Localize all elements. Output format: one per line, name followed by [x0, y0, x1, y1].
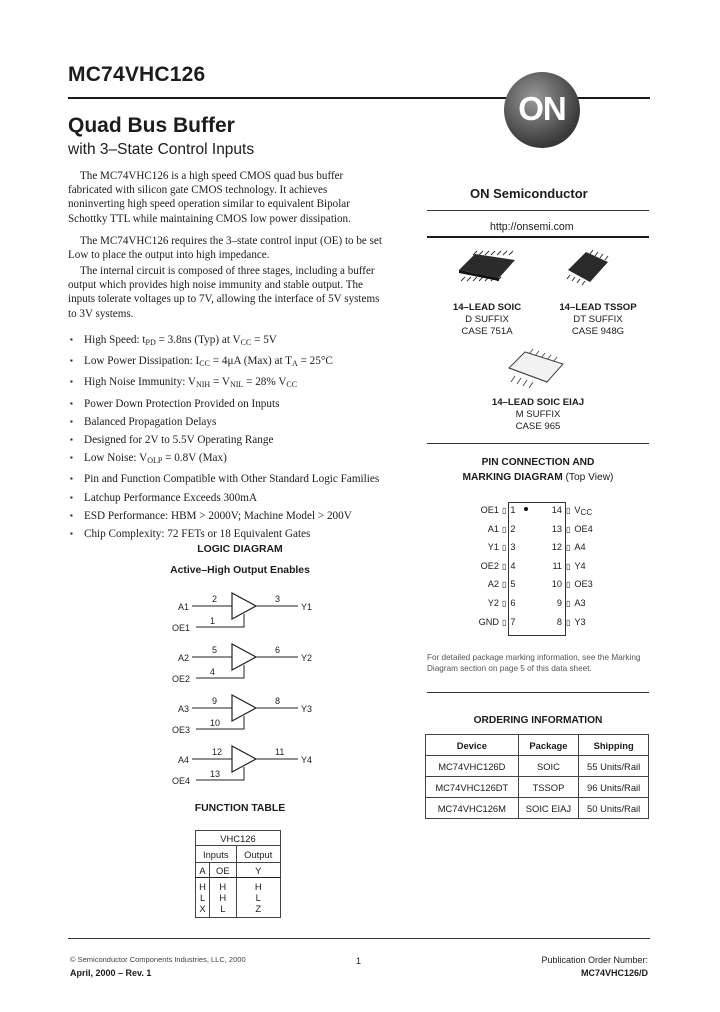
tssop-package-label [548, 302, 648, 339]
ordering-cell: MC74VHC126D [426, 756, 519, 777]
pin-number: 4 [510, 560, 516, 571]
pin-name: Y4 [574, 560, 586, 571]
gate-oe-pin: 13 [210, 769, 221, 779]
footer-rule [68, 938, 650, 939]
package-line: DT SUFFIX [573, 314, 623, 326]
pin-name: GND [478, 616, 499, 627]
gate-output-label: Y2 [301, 653, 313, 663]
feature-item: ▪ ESD Performance: HBM > 2000V; Machine Model > 200V [70, 507, 410, 525]
pin-right [546, 617, 606, 631]
ordering-cell: 96 Units/Rail [579, 777, 649, 798]
ft-device: VHC126 [196, 831, 281, 846]
pin-left [470, 505, 518, 519]
soic-package-icon [455, 248, 517, 288]
package-line: CASE 751A [461, 326, 513, 338]
gate-input-label: A4 [178, 755, 190, 765]
pin-name: OE4 [574, 523, 593, 534]
pin-name-sub: CC [580, 508, 593, 517]
note-rule [427, 692, 649, 693]
gate-oe-label: OE1 [172, 623, 191, 633]
text-line: The MC74VHC126 requires the 3–state control input (OE) to be set [80, 235, 382, 247]
ft-cell: L [210, 903, 236, 918]
feature-item: ▪ Low Noise: $V_{OLP} = 0.8V$ (Max) [70, 449, 410, 470]
pin-name: OE2 [480, 560, 499, 571]
soic-eiaj-package-icon [505, 348, 567, 390]
text-line: Schottky TTL while maintaining CMOS low power dissipation. [68, 212, 351, 225]
logic-diagram [160, 580, 330, 790]
ordering-cell: 55 Units/Rail [579, 756, 649, 777]
logo-text: ON [518, 90, 566, 127]
package-rule [427, 443, 649, 444]
gate-input-pin: 5 [212, 645, 218, 655]
feature-item: ▪ Power Down Protection Provided on Inputs [70, 395, 410, 413]
part-number: MC74VHC126 [68, 63, 206, 86]
pin-lead-icon: ▯ [502, 561, 507, 571]
pin-name: Y2 [487, 598, 499, 608]
pin-name: OE1 [480, 505, 499, 515]
text-line: The MC74VHC126 is a high speed CMOS quad bus buffer [80, 170, 344, 182]
text-line: noninverting high speed operation similar to equivalent Bipolar [68, 198, 350, 211]
main-title: Quad Bus Buffer [68, 114, 235, 137]
feature-list [70, 331, 410, 543]
table-row [426, 777, 649, 798]
pin-number: 13 [551, 523, 562, 534]
gate-oe-label: OE3 [172, 725, 191, 735]
pin-lead-icon: ▯ [566, 617, 571, 627]
pin-number: 11 [552, 560, 562, 571]
ordering-header: Device [426, 735, 519, 756]
pin-right [546, 542, 606, 556]
table-row [426, 756, 649, 777]
gate-oe-pin: 10 [210, 718, 221, 728]
pin-lead-icon: ▯ [566, 580, 571, 590]
ft-cell: H [196, 878, 210, 893]
package-line: D SUFFIX [465, 314, 509, 326]
package-line: 14–LEAD TSSOP [559, 302, 637, 313]
pin-name: OE3 [574, 579, 593, 590]
pin-number: 2 [510, 523, 516, 534]
pin-lead-icon: ▯ [566, 561, 571, 571]
gate-input-label: A1 [178, 602, 190, 612]
url-rule [427, 236, 649, 238]
ordering-table [425, 734, 649, 819]
gate-output-pin: 3 [275, 594, 281, 604]
ordering-cell: TSSOP [518, 777, 579, 798]
pin-lead-icon: ▯ [566, 506, 571, 515]
marking-note [427, 652, 657, 674]
tssop-package-icon [564, 248, 610, 288]
footer-page-number: 1 [356, 956, 362, 966]
eiaj-package-label [478, 397, 598, 434]
pin-lead-icon: ▯ [502, 543, 507, 553]
package-line: 14–LEAD SOIC [452, 302, 522, 313]
description-paragraph-1 [68, 169, 398, 226]
feature-item: ▪ Balanced Propagation Delays [70, 413, 410, 431]
ft-cell: X [196, 903, 210, 918]
feature-item: ▪ Low Power Dissipation: $I_{CC} = 4\mu A$ (Max) at $T_A = 25^\circ C$ [70, 352, 410, 373]
pin-lead-icon: ▯ [502, 599, 507, 608]
ft-cell: H [236, 878, 281, 893]
pin-right [546, 505, 606, 519]
gate-input-pin: 2 [212, 594, 218, 604]
description-paragraph-3 [68, 264, 398, 321]
pin-left [470, 524, 518, 538]
function-table-title: FUNCTION TABLE [194, 803, 286, 814]
pin-lead-icon: ▯ [502, 506, 507, 515]
table-row [426, 798, 649, 819]
pin-right [546, 524, 606, 538]
feature-item: ▪ Designed for 2V to 5.5V Operating Range [70, 431, 410, 449]
pin-lead-icon: ▯ [566, 599, 571, 608]
gate-input-label: A2 [178, 653, 190, 663]
package-line: M SUFFIX [515, 409, 561, 421]
pin-left [470, 598, 518, 612]
sub-title: with 3–State Control Inputs [68, 141, 255, 158]
ft-cell: H [210, 878, 236, 893]
brand-rule [427, 210, 649, 211]
function-table [195, 830, 281, 918]
pin-number: 3 [510, 542, 516, 553]
feature-item: ▪ Pin and Function Compatible with Other Standard Logic Families [70, 470, 410, 488]
feature-item: ▪ Chip Complexity: 72 FETs or 18 Equivalent Gates [70, 525, 410, 543]
pin-number: 7 [510, 616, 516, 627]
pin-number: 1 [510, 505, 516, 515]
footer-pub-label: Publication Order Number: [541, 955, 648, 965]
gate-output-pin: 8 [275, 696, 281, 706]
pinout-title-2: MARKING DIAGRAM (Top View) [462, 472, 614, 483]
package-line: CASE 948G [571, 326, 625, 338]
pin-name: V [574, 505, 581, 515]
feature-item: ▪ Latchup Performance Exceeds 300mA [70, 489, 410, 507]
ordering-title: ORDERING INFORMATION [473, 715, 603, 726]
pin-right [546, 561, 606, 575]
pinout-title-1: PIN CONNECTION AND [481, 457, 595, 468]
ft-header: OE [210, 863, 236, 878]
gate-oe-pin: 4 [210, 667, 216, 677]
ft-cell: H [210, 892, 236, 903]
ordering-header: Shipping [579, 735, 649, 756]
text-line: to 3V systems. [68, 307, 134, 320]
pin-right [546, 579, 606, 593]
pin-number: 10 [551, 579, 562, 590]
ft-group-output: Output [236, 846, 281, 863]
ft-group-inputs: Inputs [196, 846, 237, 863]
ft-cell: L [236, 892, 281, 903]
ordering-cell: MC74VHC126DT [426, 777, 519, 798]
pin-left [470, 579, 518, 593]
pin-lead-icon: ▯ [502, 580, 507, 590]
pin-left [470, 617, 518, 631]
gate-output-pin: 11 [275, 747, 285, 757]
feature-item: ▪ High Speed: $t_{PD} = 3.8ns$ (Typ) at $V_{CC} = 5V$ [70, 331, 410, 352]
ordering-cell: SOIC EIAJ [518, 798, 579, 819]
text-line: fabricated with silicon gate CMOS technology. It achieves [68, 184, 328, 197]
website-link[interactable]: http://onsemi.com [490, 221, 574, 233]
company-name: ON Semiconductor [470, 186, 588, 201]
gate-output-label: Y4 [301, 755, 313, 765]
ordering-cell: MC74VHC126M [426, 798, 519, 819]
pin-number: 6 [510, 598, 516, 608]
pin-lead-icon: ▯ [566, 524, 571, 534]
gate-input-label: A3 [178, 704, 190, 714]
soic-package-label [437, 302, 537, 339]
gate-output-label: Y3 [301, 704, 313, 714]
text-line: output which provides high noise immunity and stable output. The [68, 279, 363, 292]
pin-name: A1 [487, 523, 499, 534]
gate-oe-pin: 1 [210, 616, 216, 626]
pin-number: 9 [556, 598, 562, 608]
logic-diagram-subtitle: Active–High Output Enables [170, 565, 310, 576]
ordering-cell: SOIC [518, 756, 579, 777]
ordering-header: Package [518, 735, 579, 756]
footer-date: April, 2000 – Rev. 1 [70, 968, 152, 978]
pin-number: 8 [556, 616, 562, 627]
pin-number: 12 [551, 542, 562, 553]
gate-input-pin: 9 [212, 696, 218, 706]
gate-input-pin: 12 [212, 747, 223, 757]
pin-number: 14 [551, 505, 562, 515]
pin-left [470, 542, 518, 556]
pin-name: A3 [574, 598, 586, 608]
gate-output-pin: 6 [275, 645, 281, 655]
pin-name: A4 [574, 542, 586, 553]
gate-output-label: Y1 [301, 602, 313, 612]
pin-number: 5 [510, 579, 516, 590]
pin-lead-icon: ▯ [502, 617, 507, 627]
ft-cell: L [196, 892, 210, 903]
text-line: inputs tolerate voltages up to 7V, allowing the interface of 5V systems [68, 293, 380, 306]
text-line: Low to place the output into high impedance. [68, 249, 270, 262]
pin1-dot [524, 507, 528, 511]
gate-oe-label: OE2 [172, 674, 191, 684]
footer-copyright: © Semiconductor Components Industries, LLC, 2000 [70, 955, 246, 964]
pin-name: Y1 [487, 542, 499, 553]
gate-oe-label: OE4 [172, 776, 191, 786]
pin-name: A2 [487, 579, 499, 590]
pin-lead-icon: ▯ [502, 524, 507, 534]
ft-header: Y [236, 863, 281, 878]
note-line: Diagram section on page 5 of this data sheet. [427, 664, 592, 673]
ordering-cell: 50 Units/Rail [579, 798, 649, 819]
pin-lead-icon: ▯ [566, 543, 571, 553]
note-line: For detailed package marking information, see the Marking [427, 653, 641, 662]
footer-pub-number: MC74VHC126/D [580, 968, 648, 978]
feature-item: ▪ High Noise Immunity: $V_{NIH} = V_{NIL} = 28\%$ $V_{CC}$ [70, 373, 410, 394]
pin-right [546, 598, 606, 612]
package-line: CASE 965 [515, 421, 561, 433]
logic-diagram-title: LOGIC DIAGRAM [197, 544, 283, 555]
text-line: The internal circuit is composed of three stages, including a buffer [80, 265, 375, 277]
ft-cell: Z [236, 903, 281, 918]
pin-name: Y3 [574, 616, 586, 627]
description-paragraph-2 [68, 234, 398, 262]
pin-left [470, 561, 518, 575]
package-line: 14–LEAD SOIC EIAJ [491, 397, 585, 408]
ft-header: A [196, 863, 210, 878]
